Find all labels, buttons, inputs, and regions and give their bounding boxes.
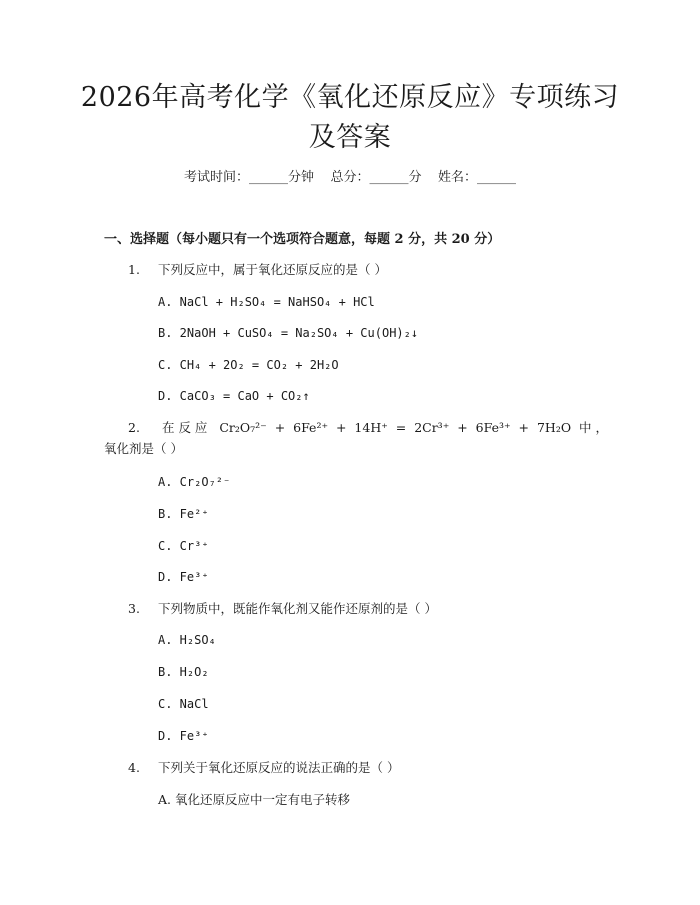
q2-option-b: B. Fe²⁺ <box>158 507 209 521</box>
title-line-1: 2026年高考化学《氧化还原反应》专项练习 <box>80 82 620 113</box>
q2-option-a: A. Cr₂O₇²⁻ <box>158 475 231 489</box>
question-3 <box>128 599 437 619</box>
q1-option-c: C. CH₄ + 2O₂ = CO₂ + 2H₂O <box>158 358 339 372</box>
exam-info-line: 考试时间：______分钟 总分：______分 姓名：______ <box>183 170 517 185</box>
q2-option-d: D. Fe³⁺ <box>158 570 209 584</box>
section-heading-choice: 一、选择题（每小题只有一个选项符合题意，每题 2 分，共 20 分） <box>104 232 501 247</box>
q1-option-b: B. 2NaOH + CuSO₄ = Na₂SO₄ + Cu(OH)₂↓ <box>158 326 419 340</box>
question-number: 2. <box>128 420 140 435</box>
question-1 <box>128 260 387 280</box>
question-2 <box>128 418 608 438</box>
q2-option-c: C. Cr³⁺ <box>158 539 209 553</box>
question-text-line-1: 在反应 Cr₂O₇²⁻ + 6Fe²⁺ + 14H⁺ = 2Cr³⁺ + 6Fe³⁺ + 7H₂O 中， <box>158 420 608 435</box>
question-number: 3. <box>128 601 140 616</box>
question-2-continuation: 氧化剂是（ ） <box>104 441 183 456</box>
q4-option-a: A. 氧化还原反应中一定有电子转移 <box>158 792 350 807</box>
q3-option-c: C. NaCl <box>158 697 209 711</box>
question-text: 下列关于氧化还原反应的说法正确的是（ ） <box>158 760 400 775</box>
question-number: 4. <box>128 760 140 775</box>
q3-option-b: B. H₂O₂ <box>158 665 209 679</box>
q1-option-a: A. NaCl + H₂SO₄ = NaHSO₄ + HCl <box>158 295 375 309</box>
q3-option-a: A. H₂SO₄ <box>158 633 216 647</box>
question-text: 下列反应中，属于氧化还原反应的是（ ） <box>158 262 387 277</box>
title-line-2: 及答案 <box>308 122 392 153</box>
q3-option-d: D. Fe³⁺ <box>158 729 209 743</box>
q1-option-d: D. CaCO₃ = CaO + CO₂↑ <box>158 389 310 403</box>
question-text: 下列物质中，既能作氧化剂又能作还原剂的是（ ） <box>158 601 437 616</box>
question-number: 1. <box>128 262 140 277</box>
question-4 <box>128 758 399 778</box>
document-title <box>60 78 640 158</box>
